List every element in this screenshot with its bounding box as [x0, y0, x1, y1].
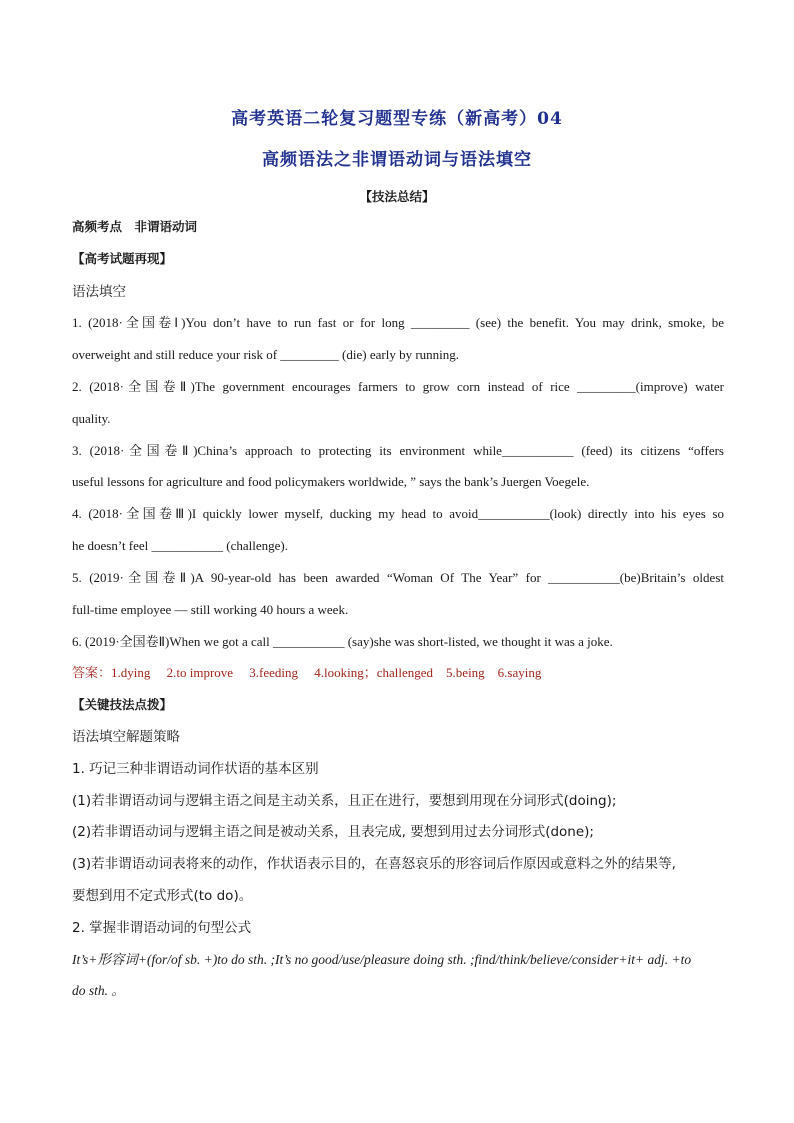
document-title: 高考英语二轮复习题型专练（新高考）04 [231, 109, 563, 129]
question-3-line-1: 3. (2018·全国卷Ⅱ)China’s approach to protecting its environment while___________ (feed) its citizens “offers [72, 443, 724, 458]
question-6-line-1: 6. (2019·全国卷Ⅱ)When we got a call ___________ (say)she was short-listed, we thought it was a joke. [72, 634, 613, 649]
formula-line-1: It’s+形容词+(for/of sb. +)to do sth. ;It’s no good/use/pleasure doing sth. ;find/think/believe/consider+it+ adj. +to [72, 952, 692, 967]
answer-key: 答案：1.dying 2.to improve 3.feeding 4.looking；challenged 5.being 6.saying [72, 665, 542, 680]
question-5-line-1: 5. (2019·全国卷Ⅱ)A 90-year-old has been awarded “Woman Of The Year” for ___________(be)Britain’s oldest [72, 570, 724, 585]
question-5-line-2: full-time employee — still working 40 hours a week. [72, 602, 349, 617]
question-2-line-2: quality. [72, 411, 111, 426]
point-2: 2. 掌握非谓语动词的句型公式 [72, 920, 252, 936]
exam-heading: 【高考试题再现】 [72, 251, 173, 266]
rule-1: (1)若非谓语动词与逻辑主语之间是主动关系，且正在进行，要想到用现在分词形式(doing); [72, 793, 617, 809]
strategy-heading: 语法填空解题策略 [72, 729, 180, 745]
question-1-line-1: 1. (2018·全国卷Ⅰ)You don’t have to run fast or for long _________ (see) the benefit. You may drink, smoke, be [72, 315, 724, 330]
document-subtitle: 高频语法之非谓语动词与语法填空 [262, 150, 532, 170]
exercise-type: 语法填空 [72, 284, 126, 300]
topic-heading: 高频考点 非谓语动词 [72, 219, 198, 234]
question-2-line-1: 2. (2018·全国卷Ⅱ)The government encourages farmers to grow corn instead of rice _________(improve) water [72, 379, 724, 394]
rule-3-line-2: 要想到用不定式形式(to do)。 [72, 888, 253, 904]
question-4-line-2: he doesn’t feel ___________ (challenge). [72, 538, 288, 553]
key-heading: 【关键技法点拨】 [72, 697, 173, 712]
rule-2: (2)若非谓语动词与逻辑主语之间是被动关系，且表完成, 要想到用过去分词形式(done); [72, 824, 594, 840]
point-1: 1. 巧记三种非谓语动词作状语的基本区别 [72, 761, 319, 777]
summary-heading: 【技法总结】 [359, 189, 435, 204]
question-4-line-1: 4. (2018·全国卷Ⅲ)I quickly lower myself, ducking my head to avoid___________(look) directly into his eyes so [72, 506, 724, 521]
question-1-line-2: overweight and still reduce your risk of _________ (die) early by running. [72, 347, 460, 362]
rule-3-line-1: (3)若非谓语动词表将来的动作，作状语表示目的，在喜怒哀乐的形容词后作原因或意料之外的结果等, [72, 856, 676, 872]
formula-line-2: do sth. 。 [72, 983, 125, 998]
question-3-line-2: useful lessons for agriculture and food policymakers worldwide, ” says the bank’s Juergen Voegele. [72, 474, 590, 489]
